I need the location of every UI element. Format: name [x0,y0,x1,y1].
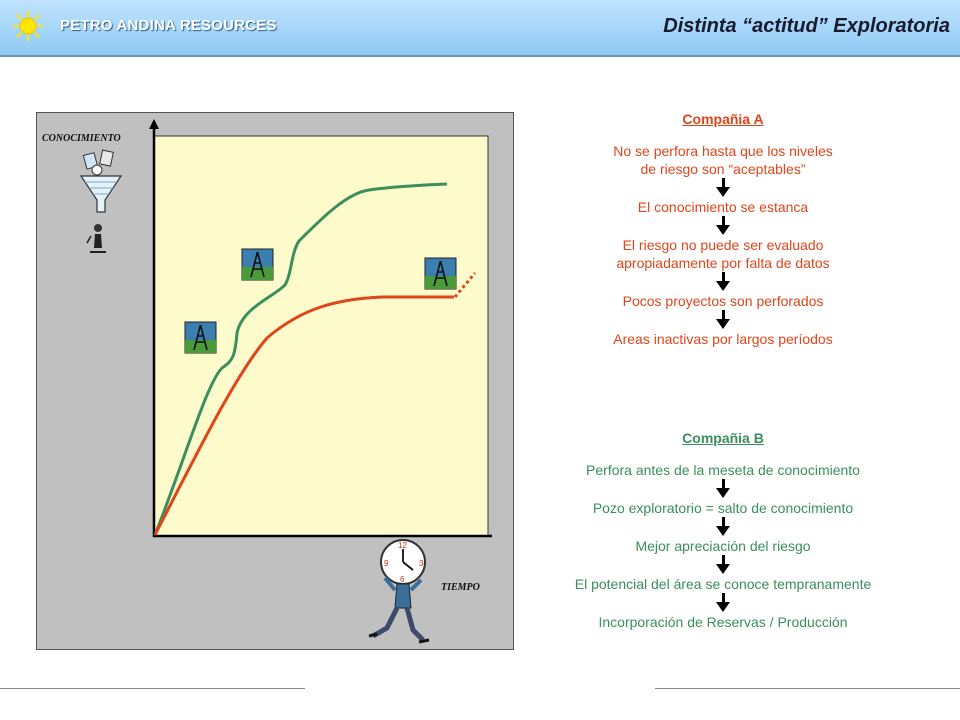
company-a-item: Areas inactivas por largos períodos [613,331,833,347]
running-clock-man-icon [369,540,429,642]
down-arrow-icon [716,178,730,198]
funnel-knowledge-icon [81,150,121,252]
svg-text:3: 3 [419,559,424,568]
diagram-canvas [37,113,513,649]
y-axis-arrowhead [149,119,159,129]
down-arrow-icon [716,216,730,236]
company-b-heading: Compañia B [682,430,764,446]
slide-title: Distinta “actitud” Exploratoria [663,15,950,37]
company-a-item: El conocimiento se estanca [637,199,809,215]
company-b-item: Mejor apreciación del riesgo [635,538,811,554]
sun-logo-icon [12,10,44,42]
company-a-heading: Compañia A [682,111,764,127]
down-arrow-icon [716,517,730,537]
company-name: PETRO ANDINA RESOURCES [60,17,277,34]
company-a-item: El riesgo no puede ser evaluado apropiadamente por falta de datos [616,237,830,271]
svg-text:9: 9 [384,559,389,568]
company-a-item: Pocos proyectos son perforados [622,293,824,309]
knowledge-time-diagram [36,112,514,650]
down-arrow-icon [716,272,730,292]
footer-divider-right [655,688,960,689]
svg-text:12: 12 [398,541,407,550]
company-b-item: Perfora antes de la meseta de conocimiento [586,462,860,478]
oil-rig-icon [425,258,456,289]
svg-text:6: 6 [400,575,405,584]
down-arrow-icon [716,555,730,575]
company-a-column [540,110,906,348]
x-axis-label: TIEMPO [441,582,480,593]
down-arrow-icon [716,479,730,499]
down-arrow-icon [716,593,730,613]
company-b-item: Incorporación de Reservas / Producción [598,614,848,630]
company-b-column [540,429,906,631]
company-b-item: El potencial del área se conoce tempranamente [574,576,872,592]
oil-rig-icon [185,322,216,353]
company-b-item: Pozo exploratorio = salto de conocimiento [592,500,854,516]
down-arrow-icon [716,310,730,330]
header-bar [0,0,960,57]
oil-rig-icon [242,249,273,280]
company-a-item: No se perfora hasta que los niveles de riesgo son “aceptables” [613,143,833,177]
y-axis-label: CONOCIMIENTO [42,133,121,144]
footer-divider-left [0,688,305,689]
